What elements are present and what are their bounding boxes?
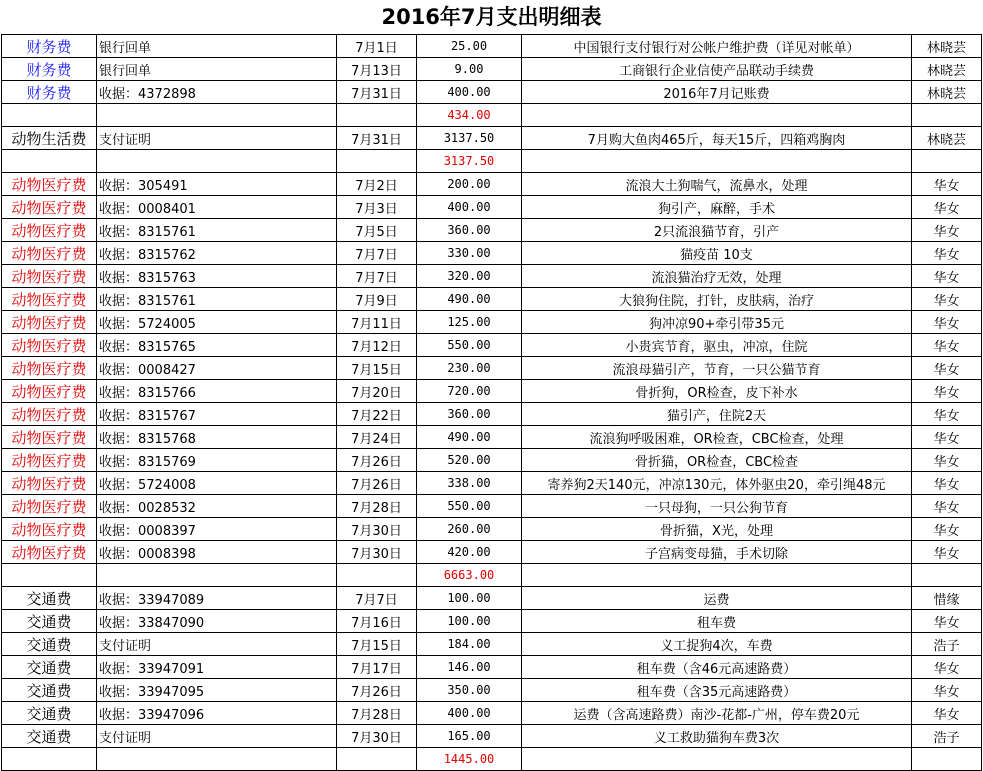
expense-row — [2, 173, 982, 196]
expense-row — [2, 518, 982, 541]
date-cell: 7月30日 — [337, 541, 417, 564]
amount-cell: 550.00 — [417, 334, 522, 357]
description-cell: 骨折狗，OR检查，皮下补水 — [522, 380, 912, 403]
date-cell: 7月3日 — [337, 196, 417, 219]
handler-cell: 华女 — [912, 679, 982, 702]
amount-cell: 3137.50 — [417, 127, 522, 150]
expense-row — [2, 357, 982, 380]
category-cell: 动物医疗费 — [2, 403, 97, 426]
handler-cell: 华女 — [912, 357, 982, 380]
document-cell: 收据：0008397 — [97, 518, 337, 541]
empty-cell — [912, 150, 982, 173]
amount-cell: 420.00 — [417, 541, 522, 564]
document-cell: 收据：8315762 — [97, 242, 337, 265]
expense-row — [2, 242, 982, 265]
document-cell: 支付证明 — [97, 127, 337, 150]
expense-row — [2, 35, 982, 58]
category-cell: 动物医疗费 — [2, 426, 97, 449]
expense-table-body — [2, 35, 982, 771]
empty-cell — [2, 748, 97, 771]
document-cell: 收据：8315761 — [97, 288, 337, 311]
empty-cell — [522, 104, 912, 127]
description-cell: 流浪猫治疗无效，处理 — [522, 265, 912, 288]
expense-row — [2, 127, 982, 150]
handler-cell: 华女 — [912, 541, 982, 564]
amount-cell: 550.00 — [417, 495, 522, 518]
description-cell: 租车费 — [522, 610, 912, 633]
expense-row — [2, 610, 982, 633]
description-cell: 2016年7月记账费 — [522, 81, 912, 104]
subtotal-row — [2, 104, 982, 127]
expense-row — [2, 311, 982, 334]
date-cell: 7月28日 — [337, 702, 417, 725]
category-cell: 动物医疗费 — [2, 219, 97, 242]
handler-cell: 华女 — [912, 702, 982, 725]
empty-cell — [2, 150, 97, 173]
amount-cell: 230.00 — [417, 357, 522, 380]
handler-cell: 华女 — [912, 334, 982, 357]
expense-row — [2, 403, 982, 426]
amount-cell: 184.00 — [417, 633, 522, 656]
description-cell: 流浪母猫引产，节育，一只公猫节育 — [522, 357, 912, 380]
expense-row — [2, 495, 982, 518]
category-cell: 动物医疗费 — [2, 495, 97, 518]
document-cell: 收据：8315769 — [97, 449, 337, 472]
subtotal-amount: 434.00 — [417, 104, 522, 127]
document-cell: 收据：8315763 — [97, 265, 337, 288]
amount-cell: 100.00 — [417, 610, 522, 633]
category-cell: 交通费 — [2, 656, 97, 679]
document-cell: 收据：33947091 — [97, 656, 337, 679]
empty-cell — [522, 150, 912, 173]
handler-cell: 华女 — [912, 265, 982, 288]
date-cell: 7月20日 — [337, 380, 417, 403]
category-cell: 动物医疗费 — [2, 265, 97, 288]
expense-row — [2, 58, 982, 81]
amount-cell: 360.00 — [417, 403, 522, 426]
expense-row — [2, 288, 982, 311]
amount-cell: 400.00 — [417, 81, 522, 104]
document-cell: 收据：0008401 — [97, 196, 337, 219]
date-cell: 7月31日 — [337, 127, 417, 150]
date-cell: 7月28日 — [337, 495, 417, 518]
document-cell: 银行回单 — [97, 35, 337, 58]
handler-cell: 华女 — [912, 518, 982, 541]
subtotal-amount: 6663.00 — [417, 564, 522, 587]
date-cell: 7月30日 — [337, 725, 417, 748]
date-cell: 7月7日 — [337, 587, 417, 610]
handler-cell: 华女 — [912, 380, 982, 403]
description-cell: 7月购大鱼肉465斤，每天15斤，四箱鸡胸肉 — [522, 127, 912, 150]
description-cell: 大狼狗住院，打针，皮肤病，治疗 — [522, 288, 912, 311]
date-cell: 7月2日 — [337, 173, 417, 196]
date-cell: 7月31日 — [337, 81, 417, 104]
handler-cell: 华女 — [912, 219, 982, 242]
document-cell: 收据：33947096 — [97, 702, 337, 725]
amount-cell: 25.00 — [417, 35, 522, 58]
category-cell: 交通费 — [2, 725, 97, 748]
date-cell: 7月11日 — [337, 311, 417, 334]
document-cell: 收据：8315765 — [97, 334, 337, 357]
handler-cell: 华女 — [912, 242, 982, 265]
category-cell: 动物医疗费 — [2, 288, 97, 311]
handler-cell: 华女 — [912, 656, 982, 679]
document-cell: 收据：33847090 — [97, 610, 337, 633]
document-cell: 银行回单 — [97, 58, 337, 81]
handler-cell: 华女 — [912, 288, 982, 311]
handler-cell: 华女 — [912, 173, 982, 196]
date-cell: 7月5日 — [337, 219, 417, 242]
expense-row — [2, 265, 982, 288]
date-cell: 7月15日 — [337, 357, 417, 380]
category-cell: 动物医疗费 — [2, 334, 97, 357]
handler-cell: 浩子 — [912, 633, 982, 656]
document-cell: 收据：5724008 — [97, 472, 337, 495]
expense-row — [2, 725, 982, 748]
amount-cell: 260.00 — [417, 518, 522, 541]
date-cell: 7月16日 — [337, 610, 417, 633]
description-cell: 猫引产，住院2天 — [522, 403, 912, 426]
expense-row — [2, 472, 982, 495]
empty-cell — [912, 564, 982, 587]
empty-cell — [97, 748, 337, 771]
amount-cell: 338.00 — [417, 472, 522, 495]
description-cell: 运费 — [522, 587, 912, 610]
empty-cell — [337, 150, 417, 173]
date-cell: 7月13日 — [337, 58, 417, 81]
date-cell: 7月1日 — [337, 35, 417, 58]
date-cell: 7月26日 — [337, 449, 417, 472]
date-cell: 7月30日 — [337, 518, 417, 541]
document-cell: 收据：305491 — [97, 173, 337, 196]
description-cell: 骨折猫，X光，处理 — [522, 518, 912, 541]
description-cell: 义工救助猫狗车费3次 — [522, 725, 912, 748]
date-cell: 7月26日 — [337, 679, 417, 702]
amount-cell: 360.00 — [417, 219, 522, 242]
expense-row — [2, 449, 982, 472]
handler-cell: 华女 — [912, 472, 982, 495]
handler-cell: 华女 — [912, 311, 982, 334]
category-cell: 动物医疗费 — [2, 518, 97, 541]
document-cell: 收据：8315766 — [97, 380, 337, 403]
amount-cell: 350.00 — [417, 679, 522, 702]
date-cell: 7月22日 — [337, 403, 417, 426]
date-cell: 7月15日 — [337, 633, 417, 656]
category-cell: 交通费 — [2, 679, 97, 702]
empty-cell — [522, 748, 912, 771]
amount-cell: 490.00 — [417, 426, 522, 449]
expense-row — [2, 587, 982, 610]
description-cell: 中国银行支付银行对公帐户维护费（详见对帐单） — [522, 35, 912, 58]
expense-row — [2, 702, 982, 725]
description-cell: 小贵宾节育，驱虫，冲凉，住院 — [522, 334, 912, 357]
amount-cell: 720.00 — [417, 380, 522, 403]
expense-row — [2, 541, 982, 564]
category-cell: 动物生活费 — [2, 127, 97, 150]
description-cell: 流浪狗呼吸困难，OR检查，CBC检查，处理 — [522, 426, 912, 449]
handler-cell: 华女 — [912, 610, 982, 633]
amount-cell: 330.00 — [417, 242, 522, 265]
expense-row — [2, 656, 982, 679]
empty-cell — [912, 104, 982, 127]
handler-cell: 华女 — [912, 196, 982, 219]
handler-cell: 林晓芸 — [912, 58, 982, 81]
document-cell: 收据：0008427 — [97, 357, 337, 380]
sheet-title: 2016年7月支出明细表 — [381, 5, 602, 29]
subtotal-amount: 3137.50 — [417, 150, 522, 173]
document-cell: 收据：8315768 — [97, 426, 337, 449]
subtotal-row — [2, 150, 982, 173]
category-cell: 动物医疗费 — [2, 196, 97, 219]
document-cell: 收据：8315767 — [97, 403, 337, 426]
amount-cell: 520.00 — [417, 449, 522, 472]
handler-cell: 林晓芸 — [912, 35, 982, 58]
description-cell: 义工捉狗4次，车费 — [522, 633, 912, 656]
expense-row — [2, 679, 982, 702]
handler-cell: 浩子 — [912, 725, 982, 748]
document-cell: 收据：0028532 — [97, 495, 337, 518]
empty-cell — [912, 748, 982, 771]
handler-cell: 华女 — [912, 449, 982, 472]
empty-cell — [522, 564, 912, 587]
handler-cell: 华女 — [912, 495, 982, 518]
amount-cell: 9.00 — [417, 58, 522, 81]
handler-cell: 华女 — [912, 426, 982, 449]
empty-cell — [337, 748, 417, 771]
description-cell: 工商银行企业信使产品联动手续费 — [522, 58, 912, 81]
amount-cell: 146.00 — [417, 656, 522, 679]
category-cell: 财务费 — [2, 35, 97, 58]
expense-table — [1, 34, 982, 771]
amount-cell: 200.00 — [417, 173, 522, 196]
document-cell: 支付证明 — [97, 725, 337, 748]
amount-cell: 400.00 — [417, 196, 522, 219]
empty-cell — [2, 564, 97, 587]
document-cell: 收据：0008398 — [97, 541, 337, 564]
description-cell: 2只流浪猫节育，引产 — [522, 219, 912, 242]
category-cell: 动物医疗费 — [2, 357, 97, 380]
document-cell: 收据：5724005 — [97, 311, 337, 334]
subtotal-row — [2, 748, 982, 771]
date-cell: 7月7日 — [337, 242, 417, 265]
empty-cell — [97, 104, 337, 127]
description-cell: 租车费（含46元高速路费） — [522, 656, 912, 679]
empty-cell — [2, 104, 97, 127]
amount-cell: 125.00 — [417, 311, 522, 334]
expense-row — [2, 196, 982, 219]
description-cell: 狗引产，麻醉，手术 — [522, 196, 912, 219]
date-cell: 7月7日 — [337, 265, 417, 288]
category-cell: 交通费 — [2, 587, 97, 610]
amount-cell: 100.00 — [417, 587, 522, 610]
category-cell: 动物医疗费 — [2, 380, 97, 403]
description-cell: 子宫病变母猫，手术切除 — [522, 541, 912, 564]
category-cell: 动物医疗费 — [2, 173, 97, 196]
document-cell: 收据：8315761 — [97, 219, 337, 242]
date-cell: 7月9日 — [337, 288, 417, 311]
handler-cell: 林晓芸 — [912, 127, 982, 150]
category-cell: 交通费 — [2, 610, 97, 633]
expense-row — [2, 81, 982, 104]
date-cell: 7月24日 — [337, 426, 417, 449]
amount-cell: 320.00 — [417, 265, 522, 288]
document-cell: 收据：33947089 — [97, 587, 337, 610]
category-cell: 财务费 — [2, 81, 97, 104]
expense-row — [2, 426, 982, 449]
description-cell: 寄养狗2天140元，冲凉130元，体外驱虫20，牵引绳48元 — [522, 472, 912, 495]
category-cell: 动物医疗费 — [2, 449, 97, 472]
category-cell: 动物医疗费 — [2, 541, 97, 564]
subtotal-amount: 1445.00 — [417, 748, 522, 771]
description-cell: 一只母狗，一只公狗节育 — [522, 495, 912, 518]
document-cell: 收据：4372898 — [97, 81, 337, 104]
handler-cell: 华女 — [912, 403, 982, 426]
expense-row — [2, 633, 982, 656]
category-cell: 动物医疗费 — [2, 311, 97, 334]
date-cell: 7月26日 — [337, 472, 417, 495]
description-cell: 骨折猫，OR检查，CBC检查 — [522, 449, 912, 472]
description-cell: 运费（含高速路费）南沙-花都-广州，停车费20元 — [522, 702, 912, 725]
expense-row — [2, 380, 982, 403]
description-cell: 狗冲凉90+牵引带35元 — [522, 311, 912, 334]
date-cell: 7月12日 — [337, 334, 417, 357]
date-cell: 7月17日 — [337, 656, 417, 679]
empty-cell — [97, 564, 337, 587]
category-cell: 动物医疗费 — [2, 472, 97, 495]
category-cell: 动物医疗费 — [2, 242, 97, 265]
empty-cell — [337, 104, 417, 127]
description-cell: 流浪大土狗喘气，流鼻水，处理 — [522, 173, 912, 196]
subtotal-row — [2, 564, 982, 587]
empty-cell — [97, 150, 337, 173]
amount-cell: 400.00 — [417, 702, 522, 725]
category-cell: 财务费 — [2, 58, 97, 81]
document-cell: 收据：33947095 — [97, 679, 337, 702]
category-cell: 交通费 — [2, 633, 97, 656]
category-cell: 交通费 — [2, 702, 97, 725]
handler-cell: 林晓芸 — [912, 81, 982, 104]
amount-cell: 490.00 — [417, 288, 522, 311]
document-cell: 支付证明 — [97, 633, 337, 656]
expense-row — [2, 219, 982, 242]
description-cell: 猫疫苗 10支 — [522, 242, 912, 265]
handler-cell: 惜缘 — [912, 587, 982, 610]
empty-cell — [337, 564, 417, 587]
amount-cell: 165.00 — [417, 725, 522, 748]
expense-row — [2, 334, 982, 357]
description-cell: 租车费（含35元高速路费） — [522, 679, 912, 702]
